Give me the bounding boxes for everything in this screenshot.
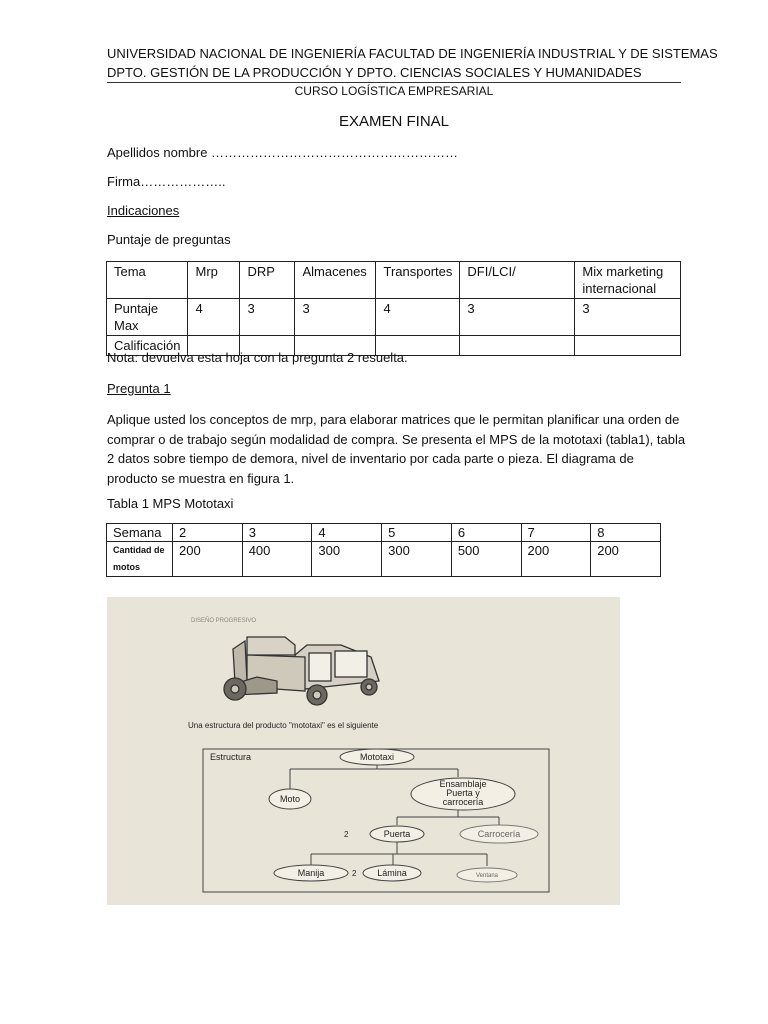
table-cell: 7 [521, 524, 591, 542]
svg-text:Lámina: Lámina [377, 868, 407, 878]
product-structure-figure [107, 597, 620, 905]
scores-heading: Puntaje de preguntas [107, 232, 231, 247]
figure-subtitle: Una estructura del producto "mototaxi" es el siguiente [188, 721, 379, 730]
table-cell: Mix marketing internacional [575, 262, 681, 299]
score-table [106, 261, 681, 356]
table-cell: 3 [460, 299, 575, 336]
table-cell: 3 [242, 524, 312, 542]
table-cell: Semana [107, 524, 173, 542]
course-title: CURSO LOGÍSTICA EMPRESARIAL [294, 84, 494, 98]
table-cell: DRP [240, 262, 295, 299]
node-handle [274, 865, 348, 881]
svg-text:Manija: Manija [297, 868, 325, 878]
name-field: Apellidos nombre ………………………………………………… [107, 145, 459, 160]
table-cell: Tema [107, 262, 188, 299]
table-cell: 3 [575, 299, 681, 336]
mototaxi-illustration [224, 637, 379, 705]
table-cell: 300 [312, 542, 382, 577]
svg-text:Ventana: Ventana [475, 873, 499, 879]
table-cell: 8 [591, 524, 661, 542]
table-cell: DFI/LCI/ [460, 262, 575, 299]
table-cell: Transportes [376, 262, 460, 299]
table-row [107, 299, 681, 336]
header-divider [107, 82, 681, 83]
node-assembly [411, 778, 515, 810]
node-mototaxi [340, 749, 414, 765]
product-structure-diagram [107, 597, 620, 905]
door-quantity: 2 [344, 830, 349, 839]
note-text: Nota: devuelva esta hoja con la pregunta 2 resuelta. [107, 350, 408, 365]
table-cell: 200 [591, 542, 661, 577]
table-row [107, 262, 681, 299]
table-row [107, 542, 661, 577]
table-cell: 3 [240, 299, 295, 336]
structure-label: Estructura [210, 752, 252, 762]
table-cell: Puntaje Max [107, 299, 188, 336]
table-cell: 4 [188, 299, 240, 336]
svg-text:Puerta: Puerta [383, 829, 411, 839]
table-cell: 3 [295, 299, 376, 336]
table-cell: Almacenes [295, 262, 376, 299]
svg-text:Ensamblaje: Ensamblaje [439, 779, 487, 789]
table-cell: 5 [382, 524, 452, 542]
grade-cell [575, 336, 681, 356]
exam-title: EXAMEN FINAL [338, 113, 450, 130]
table-cell: 500 [451, 542, 521, 577]
node-body [460, 825, 538, 843]
table-row [107, 524, 661, 542]
table-cell: Mrp [188, 262, 240, 299]
signature-field: Firma……………….. [107, 174, 226, 189]
svg-text:Mototaxi: Mototaxi [359, 752, 395, 762]
table-cell: 2 [173, 524, 243, 542]
node-door [370, 826, 424, 842]
university-header: UNIVERSIDAD NACIONAL DE INGENIERÍA FACULTAD DE INGENIERÍA INDUSTRIAL Y DE SISTEMAS [107, 46, 718, 61]
instructions-heading: Indicaciones [107, 203, 180, 218]
table-cell: Cantidad de motos [107, 542, 173, 577]
grade-cell [460, 336, 575, 356]
table-cell: Calificación [107, 336, 188, 356]
figure-caption: DISEÑO PROGRESIVO [191, 618, 257, 624]
table-caption: Tabla 1 MPS Mototaxi [107, 496, 234, 511]
table-cell: 400 [242, 542, 312, 577]
table-cell: 4 [376, 299, 460, 336]
node-moto [269, 789, 311, 809]
question-heading: Pregunta 1 [107, 381, 171, 396]
table-cell: 300 [382, 542, 452, 577]
svg-text:carrocería: carrocería [442, 797, 484, 807]
department-header: DPTO. GESTIÓN DE LA PRODUCCIÓN Y DPTO. CIENCIAS SOCIALES Y HUMANIDADES [107, 65, 642, 80]
node-window [457, 868, 517, 882]
mps-table [106, 523, 661, 577]
node-sheet [363, 865, 421, 881]
question-body: Aplique usted los conceptos de mrp, para elaborar matrices que le permitan planificar una orden de comprar o de trabajo según modalidad de compra. Se presenta el MPS de la mototaxi (tabla1), tabla 2 datos sobre tiempo de demora, nivel de inventario por cada parte o pieza. El diagrama de producto se muestra en figura 1. [107, 412, 686, 486]
svg-text:Moto: Moto [279, 794, 301, 804]
svg-text:Puerta y: Puerta y [446, 788, 480, 798]
table-cell: 4 [312, 524, 382, 542]
table-cell: 200 [173, 542, 243, 577]
sheet-quantity: 2 [352, 869, 357, 878]
table-cell: 6 [451, 524, 521, 542]
table-cell: 200 [521, 542, 591, 577]
svg-text:Carrocería: Carrocería [477, 829, 521, 839]
